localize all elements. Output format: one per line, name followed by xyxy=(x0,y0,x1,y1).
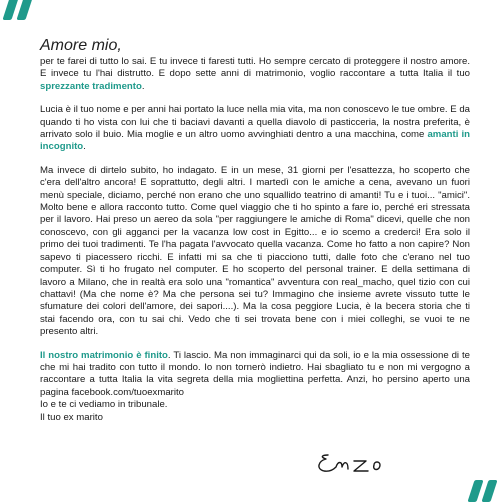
closing-line: Il tuo ex marito xyxy=(40,411,103,423)
paragraph-2 xyxy=(40,104,470,154)
paragraph-text: per te farei di tutto lo sai. E tu invece ti faresti tutti. Ho sempre cercato di proteggere il nostro amore. E invece tu l'hai distrutto. E dopo sette anni di matrimonio, voglio raccontare a tutta Italia il tuo xyxy=(40,56,470,80)
paragraph-text: . xyxy=(83,141,86,153)
salutation: Amore mio, xyxy=(40,37,122,54)
closing-lines xyxy=(40,399,470,424)
highlight-text: sprezzante tradimento xyxy=(40,80,142,92)
highlight-text: amanti in incognito xyxy=(40,129,470,153)
paragraph-text: . Ti lascio. Ma non immaginarci qui da soli, io e la mia ossessione di te che mi hai tradito con tutto il mondo. Io non tornerò indietro. Hai sbagliato tu e non mi vergogno a raccontare a tutta Italia la vita segreta della mia mogliettina perfetta. Anzi, ho persino aperto una pagina facebook.com/tuoexmarito xyxy=(40,349,470,398)
quote-mark-right-icon xyxy=(471,480,494,502)
paragraph-text: Ma invece di dirtelo subito, ho indagato. E in un mese, 31 giorni per l'esattezza, ho scoperto che c'era dell'altro ancora! E soprattutto, degli altri. I martedì con le amiche a cena, avevano un fuori menù speciale, diciamo, perché non erano che uno squallido teatrino di amanti! Tu e i tuoi... "amici". Molto bene e allora racconto tutto. Come quel viaggio che ti ho spinto a fare io, perché eri stressata per il lavoro. Hai preso un aereo da sola "per raggiungere le amiche di Roma" dicevi, quelle che non conoscevo, con gli agganci per la vacanza low cost in Egitto... e io scemo a crederci! Era solo il primo dei tuoi tradimenti. Te l'ha pagata l'avvocato quella vacanza. Come ho fatto a non capire? Non sapevo ti piacessero ricchi. E infatti mi sa che ti piacciono tutti, dalle foto che c'erano nel tuo computer. Sì ti ho frugato nel computer. E ho scoperto del personal trainer. E della settimana di lavoro a Milano, che in realtà era solo una "romantica" avventura con real_macho, quel tizio con cui chattavi! (Ma che nome è? Ma che persona sei tu? Immagino che insieme avrete vissuto tutte le sfumature dei colori dell'amore, dei sapori....). Ma la cosa peggiore Lucia, è la becera storia che ti stai facendo ora, con tu sai chi. Vedo che ti sei trovata bene con i miei colleghi, se vuoi te ne presento altri. xyxy=(40,164,470,338)
quote-mark-left-icon xyxy=(6,0,29,20)
closing-line: Io e te ci vediamo in tribunale. xyxy=(40,399,168,411)
signature-icon xyxy=(314,447,424,481)
paragraph-4 xyxy=(40,350,470,400)
letter-body xyxy=(40,37,470,424)
paragraph-text: . xyxy=(141,80,145,92)
paragraph-3 xyxy=(40,165,470,339)
paragraph-1 xyxy=(40,56,470,93)
highlight-text: Il nostro matrimonio è finito xyxy=(40,349,168,361)
paragraph-text: Lucia è il tuo nome e per anni hai portato la luce nella mia vita, ma non conoscevo le tue ombre. E da quando ti ho vista con lui che ti baciavi davanti a quella diavolo di pasticceria, la nostra preferita, è arrivato solo il buio. Mia moglie e un altro uomo avvinghiati dentro a una macchina, come xyxy=(40,104,470,141)
